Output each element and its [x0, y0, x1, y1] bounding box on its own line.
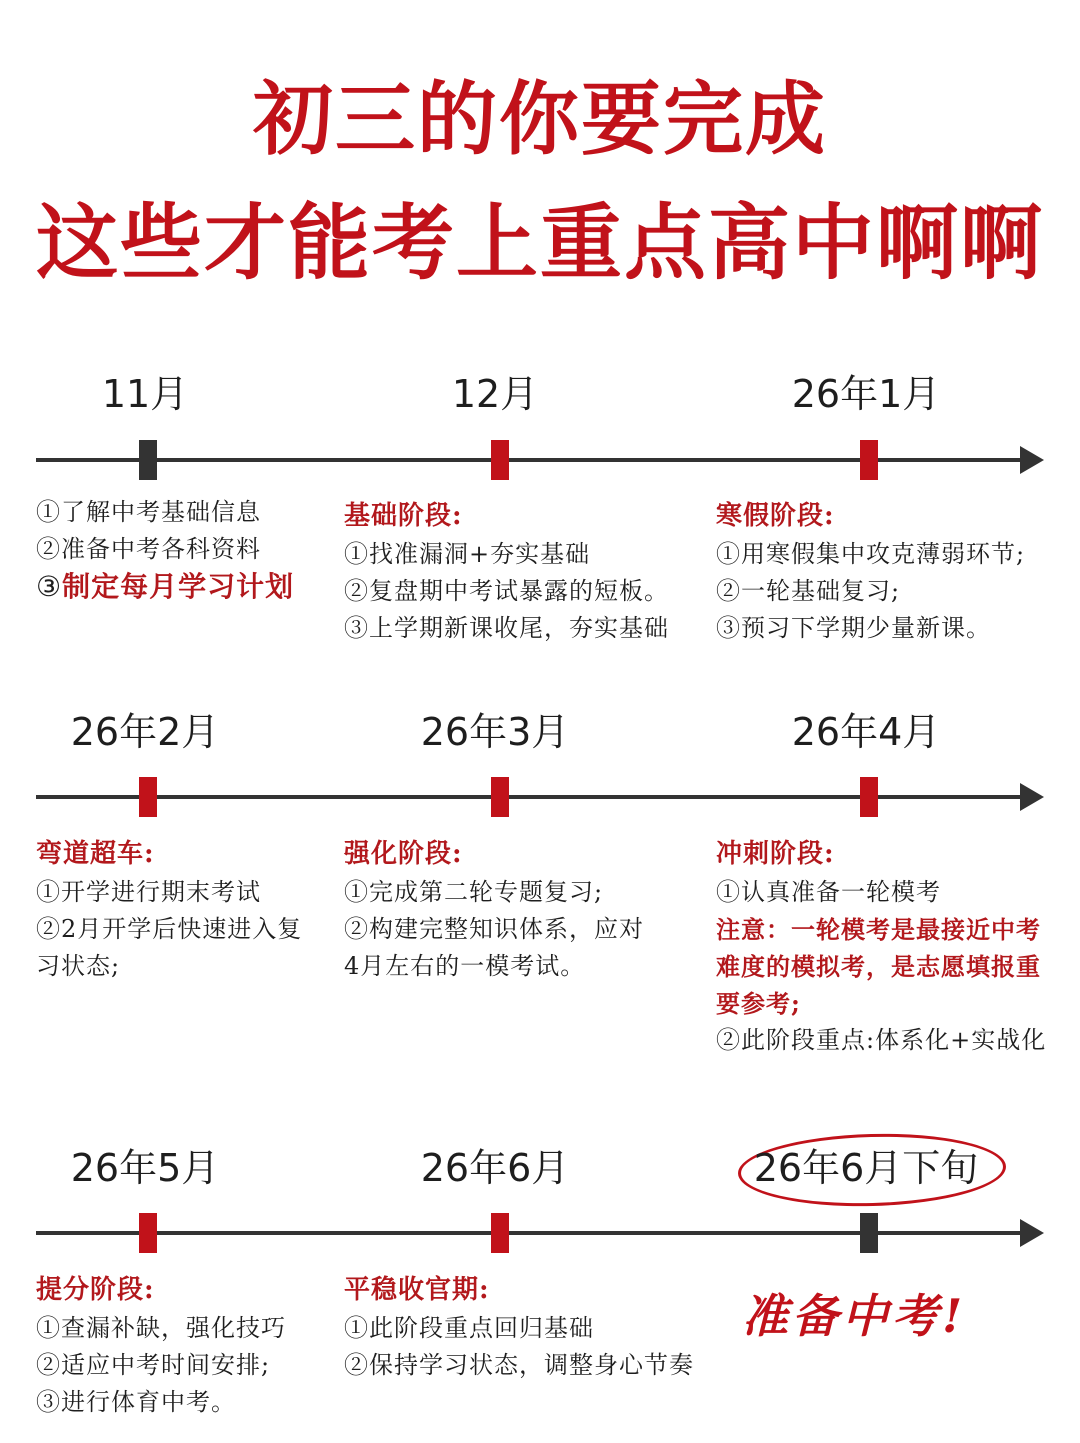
month-label: 12月 [451, 372, 539, 416]
timeline-tick-red [491, 440, 509, 480]
stage-note: 难度的模拟考，是志愿填报重 [716, 952, 1041, 981]
stage-block-mar [344, 834, 644, 985]
stage-item: 4月左右的一模考试。 [344, 952, 586, 980]
stage-item: ②2月开学后快速进入复 [36, 915, 303, 943]
stage-item-highlight [36, 568, 294, 606]
stage-block-may [36, 1270, 286, 1421]
stage-item: ①查漏补缺，强化技巧 [36, 1314, 286, 1342]
stage-note: 要参考; [716, 989, 801, 1018]
stage-item: ①开学进行期末考试 [36, 878, 261, 906]
stage-block-nov [36, 494, 294, 606]
timeline-tick-dark [139, 440, 157, 480]
stage-item: ②保持学习状态，调整身心节奏 [344, 1351, 694, 1379]
timeline-tick-dark [860, 1213, 878, 1253]
timeline-tick-red [491, 777, 509, 817]
page-title-line-1: 初三的你要完成 [253, 73, 827, 166]
stage-heading: 冲刺阶段: [716, 839, 835, 869]
stage-item: ③进行体育中考。 [36, 1388, 236, 1416]
final-callout: 准备中考! [742, 1289, 967, 1343]
stage-item: ②适应中考时间安排; [36, 1351, 271, 1379]
stage-item: ③上学期新课收尾，夯实基础 [344, 614, 669, 642]
stage-block-jun [344, 1270, 694, 1384]
stage-note: 注意：一轮模考是最接近中考 [716, 915, 1041, 944]
stage-item: ①完成第二轮专题复习; [344, 878, 604, 906]
stage-heading: 弯道超车: [36, 839, 155, 869]
month-label: 26年3月 [420, 710, 570, 754]
timeline-tick-red [860, 440, 878, 480]
stage-item: ②一轮基础复习; [716, 577, 901, 605]
month-label: 26年1月 [791, 372, 941, 416]
arrow-right-icon [1020, 1219, 1044, 1247]
stage-heading: 提分阶段: [36, 1275, 155, 1305]
month-label-final: 26年6月下旬 [753, 1146, 979, 1190]
stage-item: ③预习下学期少量新课。 [716, 614, 991, 642]
timeline-tick-red [139, 777, 157, 817]
stage-item: ①了解中考基础信息 [36, 498, 261, 526]
stage-heading: 强化阶段: [344, 839, 463, 869]
month-label: 26年6月 [420, 1146, 570, 1190]
stage-item: ①用寒假集中攻克薄弱环节; [716, 540, 1026, 568]
stage-item-number: ③ [36, 570, 63, 603]
stage-item: ②复盘期中考试暴露的短板。 [344, 577, 669, 605]
stage-item: ①此阶段重点回归基础 [344, 1314, 594, 1342]
stage-heading: 平稳收官期: [344, 1275, 490, 1305]
stage-item: ②准备中考各科资料 [36, 535, 261, 563]
timeline-tick-red [139, 1213, 157, 1253]
month-label: 26年5月 [70, 1146, 220, 1190]
stage-item: 习状态; [36, 952, 121, 980]
stage-block-feb [36, 834, 302, 985]
stage-block-jan [716, 496, 1025, 647]
stage-item-highlight-text: 制定每月学习计划 [62, 570, 295, 603]
stage-heading: 基础阶段: [344, 501, 463, 531]
timeline-tick-red [491, 1213, 509, 1253]
stage-item: ②构建完整知识体系，应对 [344, 915, 644, 943]
stage-item: ①找准漏洞+夯实基础 [344, 540, 591, 568]
arrow-right-icon [1020, 446, 1044, 474]
page-title-line-2: 这些才能考上重点高中啊啊 [35, 196, 1044, 291]
stage-item: ②此阶段重点:体系化+实战化 [716, 1026, 1047, 1054]
stage-block-dec [344, 496, 669, 647]
month-label: 26年4月 [791, 710, 941, 754]
month-label: 26年2月 [70, 710, 220, 754]
month-label: 11月 [101, 372, 189, 416]
stage-block-apr [716, 834, 1046, 1059]
timeline-tick-red [860, 777, 878, 817]
stage-heading: 寒假阶段: [716, 501, 835, 531]
stage-item: ①认真准备一轮模考 [716, 878, 941, 906]
arrow-right-icon [1020, 783, 1044, 811]
